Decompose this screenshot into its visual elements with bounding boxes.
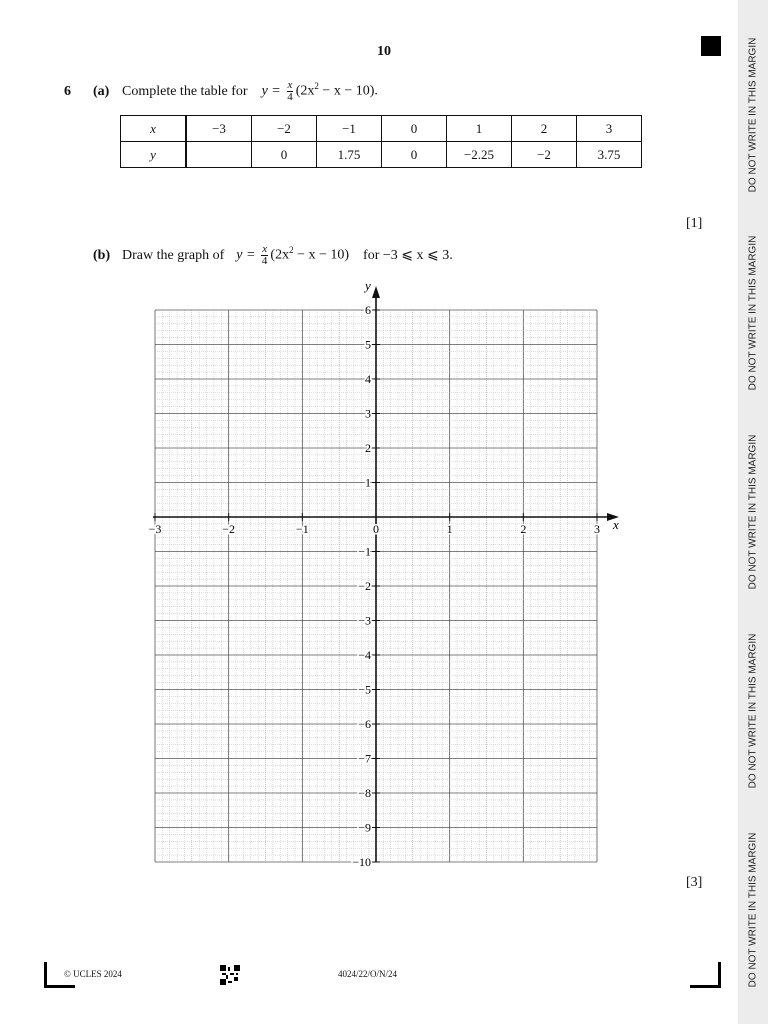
y-tick-label: −8 [358,786,371,800]
y-tick-label: −7 [358,751,371,766]
x-tick-label: 3 [594,522,600,536]
y-tick-label: −10 [352,855,371,869]
table-cell: −3 [186,116,252,142]
part-a-marks: [1] [686,216,703,231]
page-number: 10 [377,44,391,59]
table-cell: −2 [512,142,577,168]
table-cell: −2 [252,116,317,142]
part-a-equation: y = $\frac{x}{4}$ $(2x^2 - x - 10)$. [261,79,378,103]
question-number: 6 [64,83,71,99]
y-tick-label: 3 [365,406,371,421]
table-cell: 1 [447,116,512,142]
table-header-y: y [121,142,187,168]
footer-copyright: © UCLES 2024 [64,969,122,979]
y-tick-label: −2 [358,579,371,593]
x-tick-label: 2 [520,522,527,536]
y-tick-label: 6 [365,303,371,317]
y-tick-label: 2 [365,441,371,455]
y-tick-label: −3 [358,613,371,628]
table-cell: 2 [512,116,577,142]
x-tick-label: 1 [446,522,453,536]
x-tick-label: −1 [295,522,309,536]
y-axis-arrow-icon [372,286,380,298]
y-tick-label: −9 [358,820,371,835]
table-cell: −1 [317,116,382,142]
table-cell: 0 [382,142,447,168]
table-cell: 3 [577,116,642,142]
y-tick-label: 4 [365,372,371,386]
crop-mark-left [44,985,75,988]
crop-mark-right [690,985,721,988]
table-cell: 0 [382,116,447,142]
x-tick-label: 0 [373,522,379,536]
table-cell: 3.75 [577,142,642,168]
y-axis-label: y [365,278,371,293]
part-b-equation: y = $\frac{x}{4}$ $(2x^2 - x - 10)$ [236,243,350,267]
barcode-icon [220,965,240,985]
part-b-instruction: Draw the graph of [122,247,225,263]
part-a-instruction: Complete the table for [122,83,248,99]
table-header-x: x [121,116,187,142]
x-tick-label: −2 [222,522,236,536]
y-tick-label: 5 [365,337,371,352]
y-tick-label: −4 [358,648,371,662]
part-b-marks: [3] [686,875,703,890]
y-tick-label: 1 [365,475,371,490]
y-tick-label: −1 [358,544,371,559]
x-axis-label: x [613,517,619,532]
footer-paper-code: 4024/22/O/N/24 [338,969,398,979]
x-tick-label: −3 [148,522,162,536]
table-cell: 1.75 [317,142,382,168]
table-cell: −2.25 [447,142,512,168]
part-b-domain: for −3 ⩽ x ⩽ 3. [363,248,453,263]
y-tick-label: −5 [358,682,371,697]
part-a-label: (a) [93,83,110,99]
y-tick-label: −6 [358,717,371,731]
part-b-label: (b) [93,247,111,263]
table-cell: 0 [252,142,317,168]
